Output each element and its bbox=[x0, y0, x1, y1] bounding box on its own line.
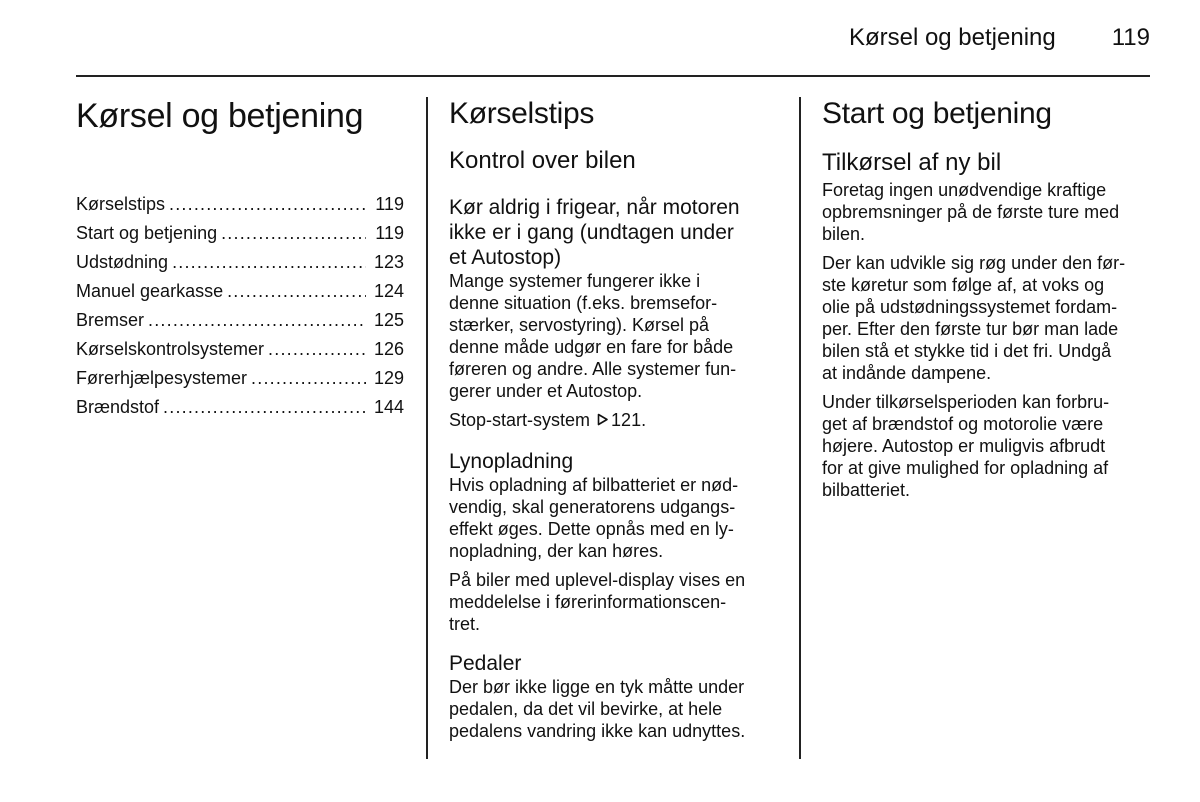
chapter-title: Kørsel og betjening bbox=[76, 97, 364, 135]
text-line: Der bør ikke ligge en tyk måtte under bbox=[449, 677, 745, 697]
cross-reference[interactable] bbox=[449, 409, 779, 433]
paragraph bbox=[449, 474, 779, 562]
heading-line: et Autostop) bbox=[449, 246, 562, 269]
text-line: bilbatteriet. bbox=[822, 480, 911, 500]
toc-item-page: 129 bbox=[373, 368, 404, 388]
toc-item-page: 126 bbox=[373, 339, 404, 359]
text-line: nopladning, der kan høres. bbox=[449, 541, 664, 561]
toc-leader-dots bbox=[251, 364, 366, 393]
heading-fast-charging: Lynopladning bbox=[449, 450, 574, 473]
toc-item-label: Brændstof bbox=[76, 397, 160, 417]
heading-neutral-warning bbox=[449, 195, 779, 270]
text-line: bilen. bbox=[822, 224, 866, 244]
text-line: get af brændstof og motorolie være bbox=[822, 414, 1104, 434]
text-line: Mange systemer fungerer ikke i bbox=[449, 271, 701, 291]
paragraph bbox=[822, 391, 1152, 501]
toc-item[interactable] bbox=[76, 335, 404, 364]
toc-item-label: Manuel gearkasse bbox=[76, 281, 224, 301]
toc-item-label: Udstødning bbox=[76, 252, 169, 272]
text-line: olie på udstødningssystemet fordam- bbox=[822, 297, 1118, 317]
toc-leader-dots bbox=[172, 248, 366, 277]
toc-item-page: 119 bbox=[375, 194, 404, 214]
toc-leader-dots bbox=[163, 393, 366, 422]
toc-item-page: 119 bbox=[375, 223, 404, 243]
toc-item-label: Førerhjælpesystemer bbox=[76, 368, 248, 388]
text-line: pedalens vandring ikke kan udnyttes. bbox=[449, 721, 746, 741]
text-line: Foretag ingen unødvendige kraftige bbox=[822, 180, 1107, 200]
paragraph bbox=[449, 270, 779, 402]
toc-item[interactable] bbox=[76, 277, 404, 306]
text-line: ste køretur som følge af, at voks og bbox=[822, 275, 1105, 295]
text-line: tret. bbox=[449, 614, 481, 634]
table-of-contents bbox=[76, 190, 404, 422]
text-line: Under tilkørselsperioden kan forbru- bbox=[822, 392, 1110, 412]
reference-label: Stop-start-system bbox=[449, 410, 591, 430]
toc-column bbox=[76, 90, 404, 422]
text-line: denne situation (f.eks. bremsefor- bbox=[449, 293, 718, 313]
toc-item[interactable] bbox=[76, 393, 404, 422]
toc-item-label: Kørselstips bbox=[76, 194, 166, 214]
start-operation-column bbox=[822, 90, 1152, 501]
toc-item-label: Bremser bbox=[76, 310, 145, 330]
running-head bbox=[849, 24, 1150, 52]
text-line: meddelelse i førerinformationscen- bbox=[449, 592, 727, 612]
text-line: føreren og andre. Alle systemer fun- bbox=[449, 359, 737, 379]
toc-leader-dots bbox=[148, 306, 366, 335]
toc-item-label: Start og betjening bbox=[76, 223, 218, 243]
text-line: for at give mulighed for opladning af bbox=[822, 458, 1109, 478]
toc-leader-dots bbox=[268, 335, 366, 364]
text-line: stærker, servostyring). Kørsel på bbox=[449, 315, 710, 335]
toc-item-page: 124 bbox=[373, 281, 404, 301]
subsection-title-control: Kontrol over bilen bbox=[449, 147, 636, 174]
running-head-section: Kørsel og betjening bbox=[848, 24, 1056, 51]
paragraph bbox=[449, 676, 779, 742]
paragraph bbox=[449, 569, 779, 635]
column-divider-2 bbox=[799, 97, 801, 759]
driving-tips-column bbox=[449, 90, 779, 742]
heading-line: Kør aldrig i frigear, når motoren bbox=[449, 196, 740, 219]
text-line: gerer under et Autostop. bbox=[449, 381, 643, 401]
subsection-title-running-in: Tilkørsel af ny bil bbox=[822, 149, 1002, 176]
toc-item[interactable] bbox=[76, 219, 404, 248]
toc-item[interactable] bbox=[76, 190, 404, 219]
text-line: højere. Autostop er muligvis afbrudt bbox=[822, 436, 1106, 456]
toc-item[interactable] bbox=[76, 364, 404, 393]
text-line: at indånde dampene. bbox=[822, 363, 992, 383]
text-line: Der kan udvikle sig røg under den før- bbox=[822, 253, 1126, 273]
page-reference-icon bbox=[597, 411, 609, 433]
heading-line: ikke er i gang (undtagen under bbox=[449, 221, 734, 244]
text-line: opbremsninger på de første ture med bbox=[822, 202, 1120, 222]
text-line: vendig, skal generatorens udgangs- bbox=[449, 497, 736, 517]
text-line: Hvis opladning af bilbatteriet er nød- bbox=[449, 475, 739, 495]
toc-leader-dots bbox=[227, 277, 366, 306]
text-line: pedalen, da det vil bevirke, at hele bbox=[449, 699, 723, 719]
toc-item[interactable] bbox=[76, 306, 404, 335]
paragraph bbox=[822, 252, 1152, 384]
toc-item-page: 123 bbox=[373, 252, 404, 272]
toc-item[interactable] bbox=[76, 248, 404, 277]
column-divider-1 bbox=[426, 97, 428, 759]
toc-leader-dots bbox=[221, 219, 366, 248]
section-title-start-operation: Start og betjening bbox=[822, 97, 1052, 130]
heading-pedals: Pedaler bbox=[449, 652, 522, 675]
toc-item-page: 125 bbox=[373, 310, 404, 330]
toc-item-page: 144 bbox=[373, 397, 404, 417]
reference-page: 121. bbox=[611, 410, 647, 430]
text-line: denne måde udgør en fare for både bbox=[449, 337, 734, 357]
page-number: 119 bbox=[1111, 24, 1150, 51]
text-line: per. Efter den første tur bør man lade bbox=[822, 319, 1119, 339]
paragraph bbox=[822, 179, 1152, 245]
header-rule bbox=[76, 75, 1150, 77]
text-line: På biler med uplevel-display vises en bbox=[449, 570, 746, 590]
toc-item-label: Kørselskontrolsystemer bbox=[76, 339, 265, 359]
text-line: bilen stå et stykke tid i det fri. Undgå bbox=[822, 341, 1112, 361]
toc-leader-dots bbox=[169, 190, 366, 219]
text-line: effekt øges. Dette opnås med en ly- bbox=[449, 519, 734, 539]
section-title-driving-tips: Kørselstips bbox=[449, 97, 595, 130]
